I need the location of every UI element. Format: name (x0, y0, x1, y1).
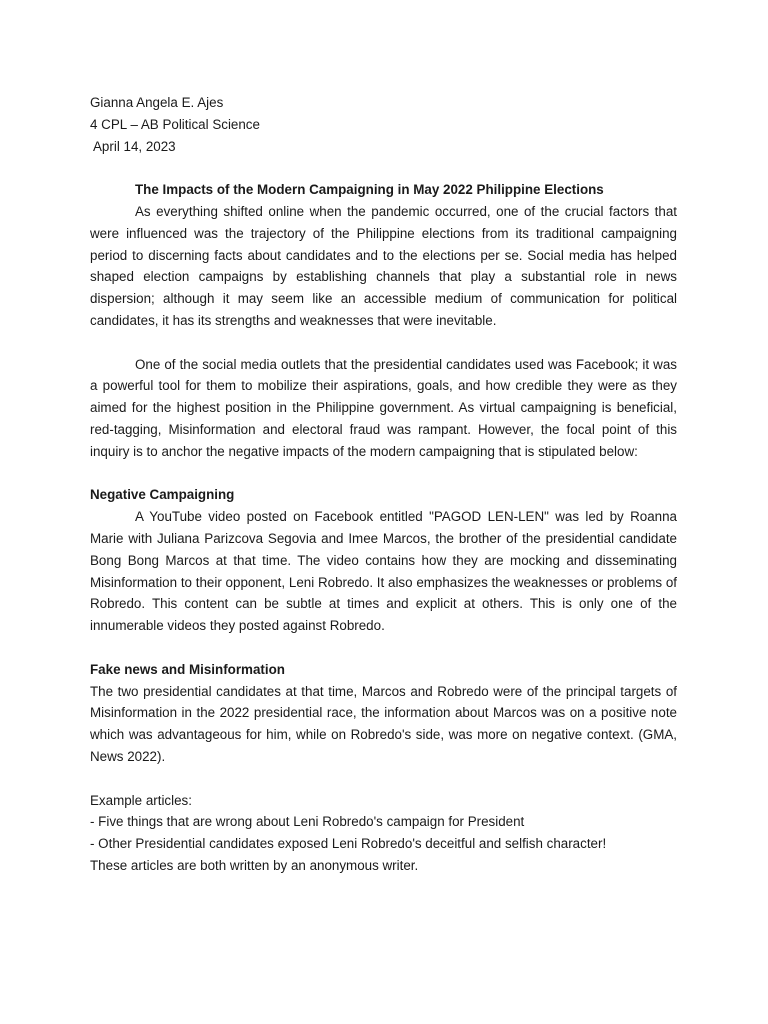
example-article-item: - Other Presidential candidates exposed Leni Robredo's deceitful and selfish character! (90, 836, 607, 852)
intro-paragraph: As everything shifted online when the pandemic occurred, one of the crucial factors that were influenced was the trajectory of the Philippine elections from its traditional campaigning period to discerning facts about candidates and to the elections per se. Social media has helped shaped election campaigns by establishing channels that play a substantial role in news dispersion; although it may seem like an accessible medium of communication for political candidates, it has its strengths and weaknesses that were inevitable. (90, 203, 677, 328)
author-name: Gianna Angela E. Ajes (90, 95, 224, 110)
examples-label: Example articles: (90, 792, 192, 808)
negative-campaigning-paragraph: A YouTube video posted on Facebook entitled "PAGOD LEN-LEN" was led by Roanna Marie with Juliana Parizcova Segovia and Imee Marcos, the brother of the presidential candidate Bong Bong Marcos at that time. The video contains how they are mocking and disseminating Misinformation to their opponent, Leni Robredo. It also emphasizes the weaknesses or problems of Robredo. This content can be subtle at times and explicit at others. This is only one of the innumerable videos they posted against Robredo. (90, 509, 677, 634)
document-date: April 14, 2023 (93, 138, 176, 154)
paragraph-spacer (90, 637, 677, 659)
fake-news-paragraph: The two presidential candidates at that time, Marcos and Robredo were of the principal targets of Misinformation in the 2022 presidential race, the information about Marcos was on a positive note which was advantageous for him, while on Robredo's side, was more on negative context. (GMA, News 2022). (90, 683, 677, 764)
paragraph-spacer (90, 768, 677, 790)
section-heading-negative-campaigning: Negative Campaigning (90, 487, 235, 503)
document-page (90, 92, 677, 877)
document-title: The Impacts of the Modern Campaigning in May 2022 Philippine Elections (135, 182, 604, 198)
paragraph-spacer (90, 463, 677, 485)
facebook-paragraph: One of the social media outlets that the presidential candidates used was Facebook; it was a powerful tool for them to mobilize their aspirations, goals, and how credible they were as they aimed for the highest position in the Philippine government. As virtual campaigning is beneficial, red-tagging, Misinformation and electoral fraud was rampant. However, the focal point of this inquiry is to anchor the negative impacts of the modern campaigning that is stipulated below: (90, 356, 677, 459)
section-heading-fake-news: Fake news and Misinformation (90, 661, 285, 677)
paragraph-spacer (90, 332, 677, 354)
course-line: 4 CPL – AB Political Science (90, 116, 260, 132)
example-article-item: - Five things that are wrong about Leni Robredo's campaign for President (90, 814, 525, 830)
examples-note: These articles are both written by an anonymous writer. (90, 857, 419, 873)
